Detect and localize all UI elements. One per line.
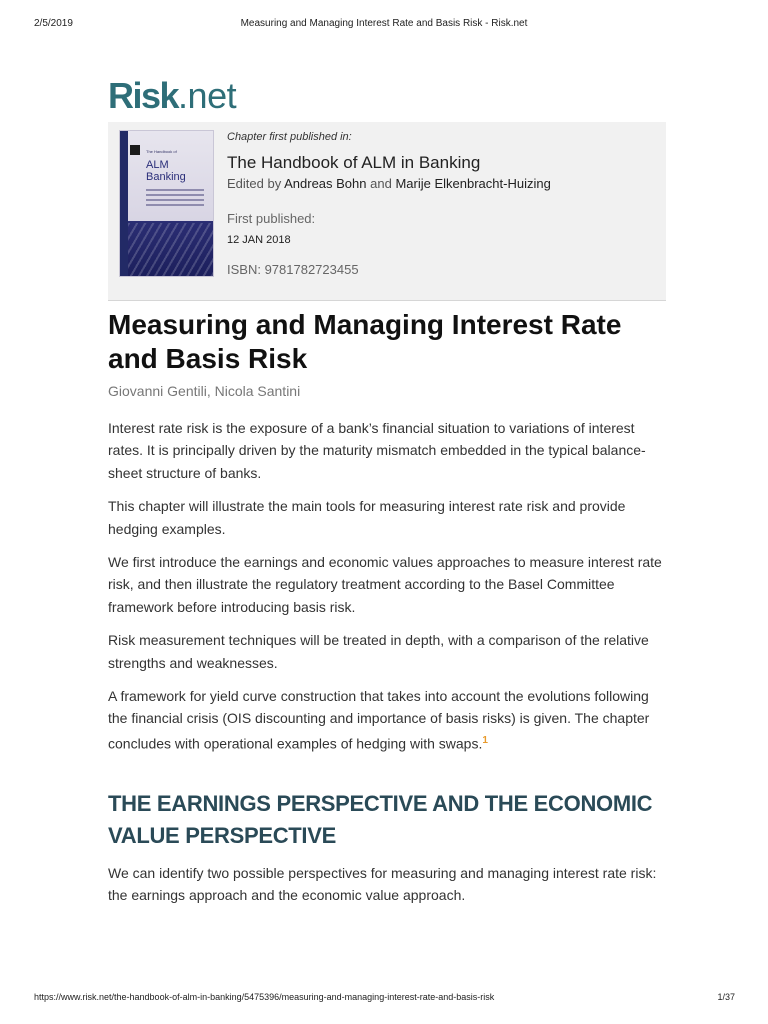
book-cover-image[interactable] xyxy=(120,131,213,276)
article-authors: Giovanni Gentili, Nicola Santini xyxy=(108,383,301,399)
chapter-info-box xyxy=(108,122,666,301)
article-title: Measuring and Managing Interest Rate and Basis Risk xyxy=(108,309,622,374)
cover-title-line-2: Banking xyxy=(146,171,186,183)
cover-spine xyxy=(120,131,128,276)
cover-title xyxy=(146,159,210,183)
editor-link-2[interactable]: Marije Elkenbracht-Huizing xyxy=(395,176,551,191)
abstract-paragraph: We first introduce the earnings and economic values approaches to measure interest rate risk, and then illustrate the regulatory treatment according to the Basel Committee framework before introducing basis risk. xyxy=(108,554,662,615)
print-date: 2/5/2019 xyxy=(34,18,73,29)
isbn: ISBN: 9781782723455 xyxy=(227,262,359,277)
abstract-paragraph-last xyxy=(108,685,668,755)
editor-conjunction: and xyxy=(370,176,392,191)
edited-by-label: Edited by xyxy=(227,176,282,191)
first-published-label: First published: xyxy=(227,211,316,226)
print-url: https://www.risk.net/the-handbook-of-alm-in-banking/5475396/measuring-and-managing-interest-rate-and-basis-risk xyxy=(34,992,495,1002)
abstract-paragraph: Interest rate risk is the exposure of a bank’s financial situation to variations of interest rates. It is principally driven by the maturity mismatch embedded in the typical balance-sheet structure of banks. xyxy=(108,420,646,481)
section-paragraph: We can identify two possible perspectives for measuring and managing interest rate risk: the earnings approach and the economic value approach. xyxy=(108,865,657,904)
cover-subtitle-lines xyxy=(146,189,204,209)
abstract-paragraph: This chapter will illustrate the main tools for measuring interest rate risk and provide hedging examples. xyxy=(108,498,626,537)
abstract-paragraph: Risk measurement techniques will be treated in depth, with a comparison of the relative strengths and weaknesses. xyxy=(108,632,649,671)
cover-pattern xyxy=(128,223,213,276)
chapter-published-label: Chapter first published in: xyxy=(227,131,352,143)
editor-link-1[interactable]: Andreas Bohn xyxy=(284,176,367,191)
risknet-logo[interactable] xyxy=(108,76,236,116)
page-number: 1/37 xyxy=(717,992,735,1002)
article-abstract xyxy=(108,417,668,766)
edited-by xyxy=(227,176,551,191)
abstract-paragraph-text: A framework for yield curve construction that takes into account the evolutions following the financial crisis (OIS discounting and importance of basis risks) is given. The chapter concludes with operational examples of hedging with swaps. xyxy=(108,688,650,752)
print-header xyxy=(0,18,768,32)
first-published-date: 12 JAN 2018 xyxy=(227,234,291,246)
footnote-link[interactable]: 1 xyxy=(482,734,488,746)
book-title-link[interactable]: The Handbook of ALM in Banking xyxy=(227,153,481,172)
logo-text-bold: Risk xyxy=(108,75,179,116)
logo-text-light: .net xyxy=(178,75,237,116)
section-heading: THE EARNINGS PERSPECTIVE AND THE ECONOMIC VALUE PERSPECTIVE xyxy=(108,791,653,848)
cover-series-text: The Handbook of xyxy=(146,149,177,154)
cover-badge-icon xyxy=(130,145,140,155)
print-footer xyxy=(0,992,768,1006)
cover-title-line-1: ALM xyxy=(146,159,169,171)
print-page-title: Measuring and Managing Interest Rate and Basis Risk - Risk.net xyxy=(240,18,528,29)
